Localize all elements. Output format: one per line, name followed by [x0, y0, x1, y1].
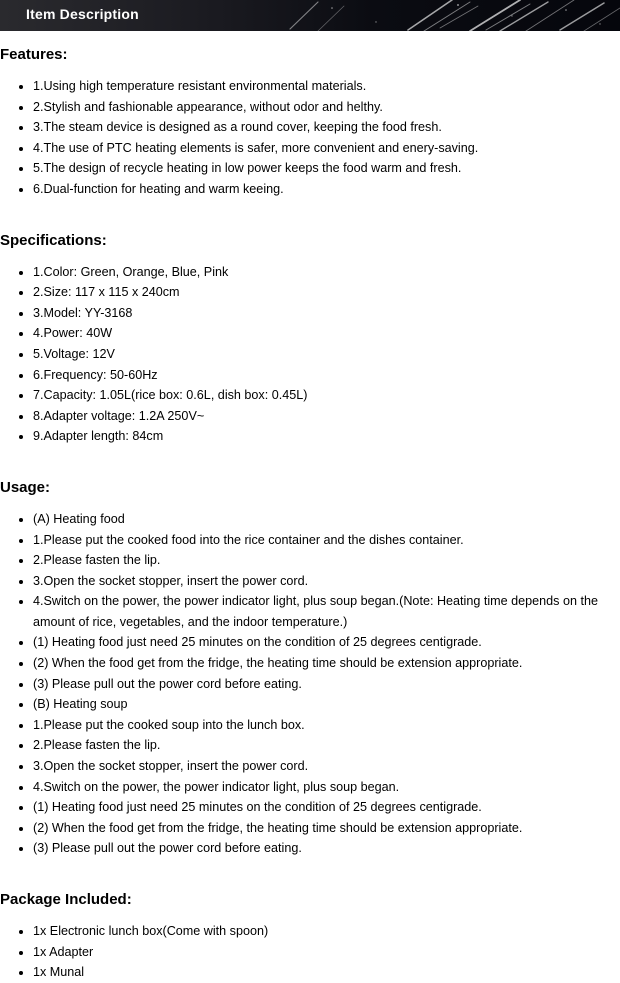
list-item: • (3) Please pull out the power cord before eating. — [33, 674, 620, 695]
list-item: • 5.Voltage: 12V — [33, 344, 620, 365]
specifications-list — [0, 262, 620, 447]
list-item: • (B) Heating soup — [33, 694, 620, 715]
features-heading: Features: — [0, 46, 68, 63]
list-item: • (3) Please pull out the power cord before eating. — [33, 838, 620, 859]
list-item: • 1.Using high temperature resistant environmental materials. — [33, 76, 620, 97]
usage-heading: Usage: — [0, 478, 51, 496]
usage-list — [0, 509, 620, 859]
list-item: • 3.Model: YY-3168 — [33, 303, 620, 324]
list-item: • (2) When the food get from the fridge, the heating time should be extension appropriate. — [33, 818, 620, 839]
list-item: • (A) Heating food — [33, 509, 620, 530]
list-item: • 2.Size: 117 x 115 x 240cm — [33, 282, 620, 303]
list-item: • 2.Please fasten the lip. — [33, 735, 620, 756]
list-item: • 1.Color: Green, Orange, Blue, Pink — [33, 262, 620, 283]
list-item: • 6.Dual-function for heating and warm keeing. — [33, 179, 620, 200]
list-item: • 3.Open the socket stopper, insert the power cord. — [33, 756, 620, 777]
list-item: • 4.The use of PTC heating elements is safer, more convenient and enery-saving. — [33, 138, 620, 159]
list-item: • 1x Electronic lunch box(Come with spoon) — [33, 921, 620, 942]
list-item: • 2.Stylish and fashionable appearance, without odor and helthy. — [33, 97, 620, 118]
features-section — [0, 45, 620, 200]
list-item: • 9.Adapter length: 84cm — [33, 426, 620, 447]
package-list — [0, 921, 620, 983]
list-item: • 1.Please put the cooked food into the rice container and the dishes container. — [33, 530, 620, 551]
specifications-section — [0, 231, 620, 447]
list-item: • 1x Munal — [33, 962, 620, 983]
list-item: • 3.Open the socket stopper, insert the power cord. — [33, 571, 620, 592]
list-item: • (1) Heating food just need 25 minutes on the condition of 25 degrees centigrade. — [33, 797, 620, 818]
list-item: • 2.Please fasten the lip. — [33, 550, 620, 571]
list-item: • 1x Adapter — [33, 942, 620, 963]
features-list — [0, 76, 620, 200]
item-description-banner — [0, 0, 620, 31]
list-item: • 4.Switch on the power, the power indicator light, plus soup began.(Note: Heating time depends on the amount of rice, vegetables, and the indoor temperature.) — [33, 591, 620, 632]
list-item: • 5.The design of recycle heating in low power keeps the food warm and fresh. — [33, 158, 620, 179]
specifications-heading: Specifications: — [0, 231, 107, 249]
list-item: • (1) Heating food just need 25 minutes on the condition of 25 degrees centigrade. — [33, 632, 620, 653]
list-item: • 6.Frequency: 50-60Hz — [33, 365, 620, 386]
list-item: • 4.Power: 40W — [33, 323, 620, 344]
package-section — [0, 890, 620, 983]
list-item: • 4.Switch on the power, the power indicator light, plus soup began. — [33, 777, 620, 798]
list-item: • 1.Please put the cooked soup into the lunch box. — [33, 715, 620, 736]
usage-section — [0, 478, 620, 859]
list-item: • 7.Capacity: 1.05L(rice box: 0.6L, dish box: 0.45L) — [33, 385, 620, 406]
list-item: • (2) When the food get from the fridge, the heating time should be extension appropriate. — [33, 653, 620, 674]
banner-title: Item Description — [26, 6, 139, 22]
package-heading: Package Included: — [0, 891, 132, 908]
list-item: • 8.Adapter voltage: 1.2A 250V~ — [33, 406, 620, 427]
list-item: • 3.The steam device is designed as a round cover, keeping the food fresh. — [33, 117, 620, 138]
